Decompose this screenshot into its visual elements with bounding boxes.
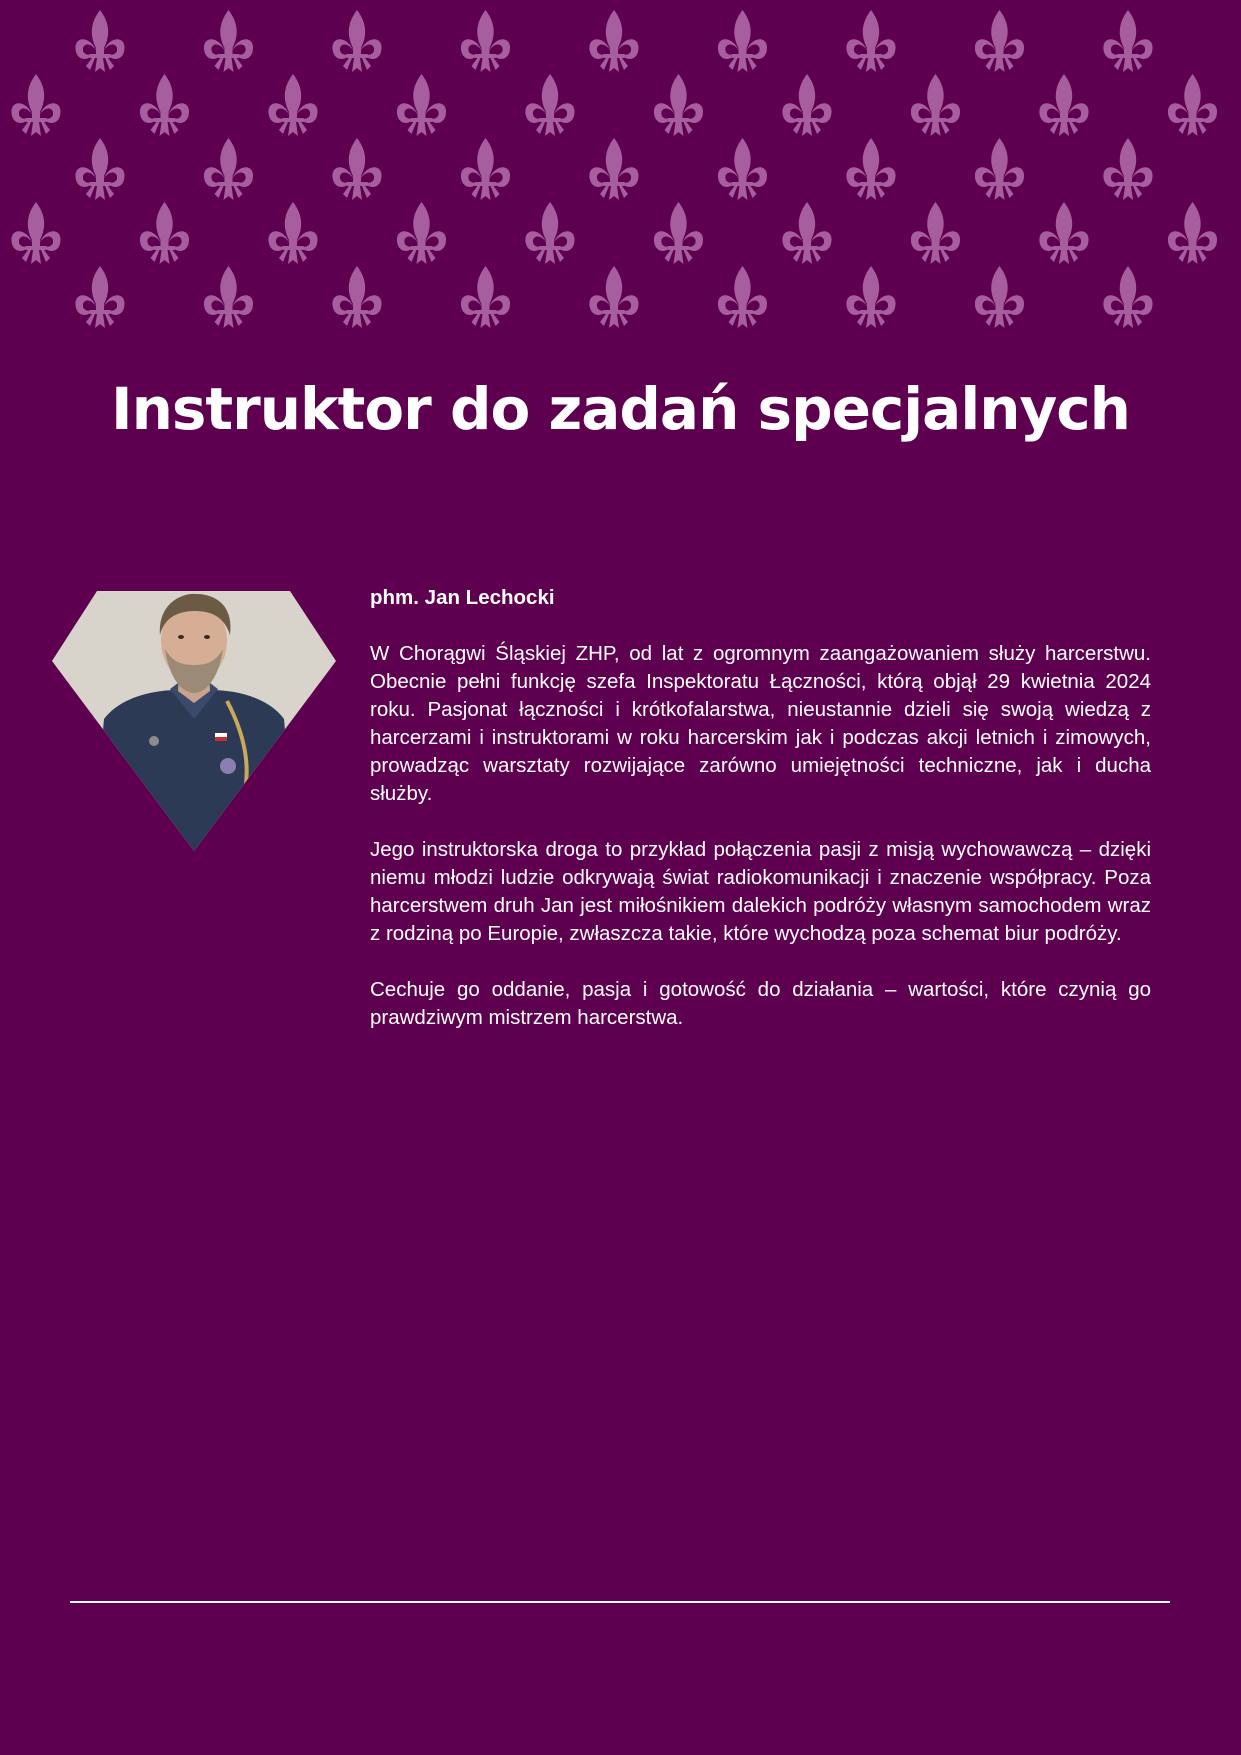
fleur-de-lis-icon bbox=[782, 202, 831, 264]
fleur-de-lis-icon bbox=[1103, 10, 1152, 72]
bio-paragraph-2: Jego instruktorska droga to przykład połączenia pasji z misją wychowawczą – dzięki niemu młodzi ludzie odkrywają świat radiokomunikacji i znaczenie współpracy. Poza harcerstwem druh Jan jest miłośnikiem dalekich podróży własnym samochodem wraz z rodziną po Europie, zwłaszcza takie, które wychodzą poza schemat biur podróży. bbox=[370, 838, 1151, 945]
fleur-de-lis-icon bbox=[75, 138, 124, 200]
fleur-de-lis-icon bbox=[1168, 202, 1217, 264]
fleur-de-lis-icon bbox=[461, 138, 510, 200]
fleur-de-lis-icon bbox=[718, 138, 767, 200]
fleur-de-lis-icon bbox=[589, 10, 638, 72]
fleur-de-lis-icon bbox=[975, 138, 1024, 200]
fleur-de-lis-pattern bbox=[0, 0, 1241, 340]
fleur-de-lis-icon bbox=[1103, 266, 1152, 328]
fleur-de-lis-icon bbox=[332, 10, 381, 72]
fleur-de-lis-icon bbox=[525, 74, 574, 136]
footer-divider bbox=[70, 1601, 1170, 1603]
fleur-de-lis-icon bbox=[140, 202, 189, 264]
header-banner bbox=[0, 0, 1241, 510]
fleur-de-lis-icon bbox=[397, 74, 446, 136]
fleur-de-lis-icon bbox=[397, 202, 446, 264]
page-title: Instruktor do zadań specjalnych bbox=[111, 375, 1130, 443]
fleur-de-lis-icon bbox=[975, 10, 1024, 72]
fleur-de-lis-icon bbox=[140, 74, 189, 136]
fleur-de-lis-icon bbox=[75, 10, 124, 72]
fleur-de-lis-icon bbox=[654, 202, 703, 264]
fleur-de-lis-icon bbox=[461, 266, 510, 328]
fleur-de-lis-icon bbox=[589, 266, 638, 328]
fleur-de-lis-icon bbox=[846, 266, 895, 328]
fleur-de-lis-icon bbox=[11, 74, 60, 136]
fleur-de-lis-icon bbox=[718, 266, 767, 328]
fleur-de-lis-icon bbox=[1039, 74, 1088, 136]
fleur-de-lis-icon bbox=[846, 10, 895, 72]
bio-paragraph-1: W Chorągwi Śląskiej ZHP, od lat z ogromnym zaangażowaniem służy harcerstwu. Obecnie pełni funkcję szefa Inspektoratu Łączności, którą objął 29 kwietnia 2024 roku. Pasjonat łączności i krótkofalarstwa, nieustannie dzieli się swoją wiedzą z harcerzami i instruktorami w roku harcerskim jak i podczas akcji letnich i zimowych, prowadząc warsztaty rozwijające zarówno umiejętności techniczne, jak i ducha służby. bbox=[370, 642, 1151, 805]
fleur-de-lis-icon bbox=[911, 74, 960, 136]
fleur-de-lis-icon bbox=[589, 138, 638, 200]
profile-content bbox=[370, 584, 1151, 1060]
fleur-de-lis-icon bbox=[204, 266, 253, 328]
portrait-photo bbox=[52, 591, 336, 851]
fleur-de-lis-icon bbox=[654, 74, 703, 136]
fleur-de-lis-icon bbox=[718, 10, 767, 72]
fleur-de-lis-icon bbox=[75, 266, 124, 328]
fleur-de-lis-icon bbox=[332, 138, 381, 200]
fleur-de-lis-icon bbox=[911, 202, 960, 264]
fleur-de-lis-icon bbox=[268, 74, 317, 136]
fleur-de-lis-icon bbox=[525, 202, 574, 264]
fleur-de-lis-icon bbox=[846, 138, 895, 200]
fleur-de-lis-icon bbox=[332, 266, 381, 328]
fleur-de-lis-icon bbox=[268, 202, 317, 264]
fleur-de-lis-icon bbox=[975, 266, 1024, 328]
fleur-de-lis-icon bbox=[782, 74, 831, 136]
fleur-de-lis-icon bbox=[1039, 202, 1088, 264]
bio-paragraph-3: Cechuje go oddanie, pasja i gotowość do działania – wartości, które czynią go prawdziwym mistrzem harcerstwa. bbox=[370, 978, 1151, 1029]
fleur-de-lis-icon bbox=[461, 10, 510, 72]
fleur-de-lis-icon bbox=[1168, 74, 1217, 136]
fleur-de-lis-icon bbox=[1103, 138, 1152, 200]
person-name: phm. Jan Lechocki bbox=[370, 586, 555, 609]
fleur-de-lis-icon bbox=[204, 138, 253, 200]
fleur-de-lis-icon bbox=[11, 202, 60, 264]
fleur-de-lis-icon bbox=[204, 10, 253, 72]
